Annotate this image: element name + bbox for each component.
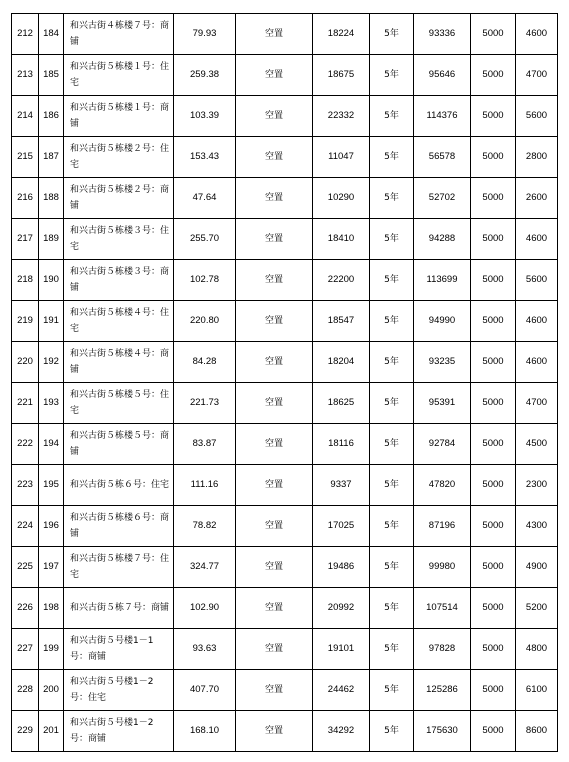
cell-seq: 214 [12, 96, 39, 137]
cell-base-price: 18224 [313, 14, 370, 55]
cell-bid-step: 5600 [516, 96, 558, 137]
cell-total: 92784 [414, 424, 471, 465]
cell-base-price: 11047 [313, 137, 370, 178]
cell-term: 5年 [370, 670, 414, 711]
cell-term: 5年 [370, 219, 414, 260]
cell-status: 空置 [236, 547, 313, 588]
cell-base-price: 22332 [313, 96, 370, 137]
cell-lot-no: 193 [39, 383, 64, 424]
cell-status: 空置 [236, 383, 313, 424]
cell-total: 56578 [414, 137, 471, 178]
cell-total: 93235 [414, 342, 471, 383]
cell-lot-no: 196 [39, 506, 64, 547]
cell-bid-step: 5200 [516, 588, 558, 629]
cell-status: 空置 [236, 465, 313, 506]
cell-total: 175630 [414, 711, 471, 752]
cell-lot-no: 198 [39, 588, 64, 629]
cell-deposit: 5000 [471, 342, 516, 383]
cell-deposit: 5000 [471, 178, 516, 219]
cell-deposit: 5000 [471, 55, 516, 96]
cell-total: 97828 [414, 629, 471, 670]
cell-lot-no: 189 [39, 219, 64, 260]
table-row [12, 260, 558, 301]
property-table [11, 13, 558, 752]
cell-deposit: 5000 [471, 424, 516, 465]
cell-status: 空置 [236, 96, 313, 137]
cell-area: 153.43 [174, 137, 236, 178]
cell-bid-step: 4600 [516, 301, 558, 342]
cell-address: 和兴古街５栋楼２号：住宅 [64, 137, 174, 178]
cell-area: 259.38 [174, 55, 236, 96]
cell-area: 47.64 [174, 178, 236, 219]
cell-base-price: 18625 [313, 383, 370, 424]
cell-base-price: 34292 [313, 711, 370, 752]
cell-seq: 223 [12, 465, 39, 506]
cell-base-price: 18547 [313, 301, 370, 342]
cell-deposit: 5000 [471, 670, 516, 711]
cell-seq: 225 [12, 547, 39, 588]
cell-bid-step: 8600 [516, 711, 558, 752]
cell-bid-step: 4300 [516, 506, 558, 547]
cell-term: 5年 [370, 424, 414, 465]
cell-total: 52702 [414, 178, 471, 219]
cell-base-price: 19486 [313, 547, 370, 588]
cell-status: 空置 [236, 55, 313, 96]
cell-bid-step: 4500 [516, 424, 558, 465]
cell-term: 5年 [370, 711, 414, 752]
cell-status: 空置 [236, 219, 313, 260]
cell-area: 102.90 [174, 588, 236, 629]
cell-address: 和兴古街５栋楼５号：住宅 [64, 383, 174, 424]
cell-term: 5年 [370, 301, 414, 342]
cell-term: 5年 [370, 629, 414, 670]
cell-base-price: 22200 [313, 260, 370, 301]
cell-status: 空置 [236, 629, 313, 670]
cell-total: 87196 [414, 506, 471, 547]
cell-lot-no: 185 [39, 55, 64, 96]
table-row [12, 219, 558, 260]
cell-area: 255.70 [174, 219, 236, 260]
table-row [12, 547, 558, 588]
cell-total: 114376 [414, 96, 471, 137]
cell-status: 空置 [236, 137, 313, 178]
cell-status: 空置 [236, 178, 313, 219]
cell-area: 78.82 [174, 506, 236, 547]
cell-lot-no: 197 [39, 547, 64, 588]
cell-base-price: 18410 [313, 219, 370, 260]
cell-area: 79.93 [174, 14, 236, 55]
cell-address: 和兴古街５栋楼６号：商铺 [64, 506, 174, 547]
cell-total: 125286 [414, 670, 471, 711]
cell-total: 94990 [414, 301, 471, 342]
cell-address: 和兴古街５号楼1－2号：商铺 [64, 711, 174, 752]
cell-total: 95646 [414, 55, 471, 96]
cell-base-price: 18204 [313, 342, 370, 383]
cell-term: 5年 [370, 260, 414, 301]
cell-base-price: 20992 [313, 588, 370, 629]
cell-seq: 216 [12, 178, 39, 219]
cell-lot-no: 194 [39, 424, 64, 465]
cell-deposit: 5000 [471, 260, 516, 301]
cell-deposit: 5000 [471, 14, 516, 55]
table-row [12, 301, 558, 342]
table-row [12, 178, 558, 219]
cell-base-price: 19101 [313, 629, 370, 670]
cell-term: 5年 [370, 342, 414, 383]
cell-deposit: 5000 [471, 219, 516, 260]
cell-address: 和兴古街５栋楼４号：商铺 [64, 342, 174, 383]
cell-total: 95391 [414, 383, 471, 424]
cell-term: 5年 [370, 55, 414, 96]
cell-lot-no: 201 [39, 711, 64, 752]
cell-bid-step: 4600 [516, 342, 558, 383]
cell-term: 5年 [370, 547, 414, 588]
cell-seq: 229 [12, 711, 39, 752]
cell-term: 5年 [370, 465, 414, 506]
cell-address: 和兴古街５栋楼３号：商铺 [64, 260, 174, 301]
cell-term: 5年 [370, 96, 414, 137]
table-row [12, 424, 558, 465]
cell-address: 和兴古街５栋６号：住宅 [64, 465, 174, 506]
cell-bid-step: 4800 [516, 629, 558, 670]
cell-total: 113699 [414, 260, 471, 301]
cell-bid-step: 4600 [516, 14, 558, 55]
cell-area: 221.73 [174, 383, 236, 424]
cell-term: 5年 [370, 588, 414, 629]
table-row [12, 670, 558, 711]
cell-bid-step: 4600 [516, 219, 558, 260]
cell-seq: 227 [12, 629, 39, 670]
cell-base-price: 24462 [313, 670, 370, 711]
cell-status: 空置 [236, 342, 313, 383]
cell-address: 和兴古街５栋楼２号：商铺 [64, 178, 174, 219]
cell-bid-step: 4700 [516, 55, 558, 96]
cell-term: 5年 [370, 14, 414, 55]
cell-total: 107514 [414, 588, 471, 629]
cell-base-price: 18116 [313, 424, 370, 465]
cell-area: 84.28 [174, 342, 236, 383]
cell-area: 220.80 [174, 301, 236, 342]
cell-address: 和兴古街５号楼1－2号：住宅 [64, 670, 174, 711]
cell-bid-step: 2600 [516, 178, 558, 219]
cell-lot-no: 188 [39, 178, 64, 219]
cell-lot-no: 192 [39, 342, 64, 383]
cell-term: 5年 [370, 506, 414, 547]
cell-seq: 221 [12, 383, 39, 424]
cell-bid-step: 2800 [516, 137, 558, 178]
cell-area: 168.10 [174, 711, 236, 752]
cell-bid-step: 4700 [516, 383, 558, 424]
cell-status: 空置 [236, 588, 313, 629]
cell-base-price: 9337 [313, 465, 370, 506]
cell-deposit: 5000 [471, 137, 516, 178]
cell-deposit: 5000 [471, 383, 516, 424]
cell-lot-no: 199 [39, 629, 64, 670]
cell-deposit: 5000 [471, 465, 516, 506]
cell-seq: 212 [12, 14, 39, 55]
cell-area: 102.78 [174, 260, 236, 301]
cell-seq: 213 [12, 55, 39, 96]
cell-address: 和兴古街５号楼1－1号：商铺 [64, 629, 174, 670]
cell-lot-no: 184 [39, 14, 64, 55]
cell-status: 空置 [236, 506, 313, 547]
cell-area: 83.87 [174, 424, 236, 465]
cell-total: 94288 [414, 219, 471, 260]
cell-address: 和兴古街５栋楼４号：住宅 [64, 301, 174, 342]
table-row [12, 383, 558, 424]
cell-term: 5年 [370, 383, 414, 424]
cell-deposit: 5000 [471, 629, 516, 670]
table-row [12, 137, 558, 178]
cell-area: 103.39 [174, 96, 236, 137]
cell-address: 和兴古街５栋楼７号：住宅 [64, 547, 174, 588]
cell-bid-step: 4900 [516, 547, 558, 588]
cell-bid-step: 6100 [516, 670, 558, 711]
cell-bid-step: 2300 [516, 465, 558, 506]
table-row [12, 588, 558, 629]
cell-seq: 218 [12, 260, 39, 301]
cell-total: 99980 [414, 547, 471, 588]
table-row [12, 506, 558, 547]
cell-address: 和兴古街５栋楼１号：住宅 [64, 55, 174, 96]
cell-area: 111.16 [174, 465, 236, 506]
cell-address: 和兴古街４栋楼７号：商铺 [64, 14, 174, 55]
cell-seq: 224 [12, 506, 39, 547]
table-row [12, 342, 558, 383]
cell-area: 324.77 [174, 547, 236, 588]
cell-lot-no: 190 [39, 260, 64, 301]
cell-lot-no: 186 [39, 96, 64, 137]
table-row [12, 14, 558, 55]
cell-seq: 222 [12, 424, 39, 465]
cell-deposit: 5000 [471, 96, 516, 137]
table-row [12, 465, 558, 506]
cell-lot-no: 191 [39, 301, 64, 342]
cell-total: 93336 [414, 14, 471, 55]
cell-deposit: 5000 [471, 506, 516, 547]
cell-lot-no: 200 [39, 670, 64, 711]
cell-status: 空置 [236, 711, 313, 752]
cell-status: 空置 [236, 301, 313, 342]
cell-bid-step: 5600 [516, 260, 558, 301]
cell-deposit: 5000 [471, 588, 516, 629]
cell-address: 和兴古街５栋楼１号：商铺 [64, 96, 174, 137]
cell-term: 5年 [370, 178, 414, 219]
cell-address: 和兴古街５栋楼５号：商铺 [64, 424, 174, 465]
cell-lot-no: 187 [39, 137, 64, 178]
cell-term: 5年 [370, 137, 414, 178]
cell-seq: 219 [12, 301, 39, 342]
table-row [12, 96, 558, 137]
table-row [12, 711, 558, 752]
cell-area: 407.70 [174, 670, 236, 711]
cell-status: 空置 [236, 670, 313, 711]
cell-total: 47820 [414, 465, 471, 506]
cell-area: 93.63 [174, 629, 236, 670]
table-row [12, 55, 558, 96]
cell-base-price: 18675 [313, 55, 370, 96]
cell-lot-no: 195 [39, 465, 64, 506]
cell-status: 空置 [236, 424, 313, 465]
cell-seq: 220 [12, 342, 39, 383]
cell-seq: 226 [12, 588, 39, 629]
cell-status: 空置 [236, 260, 313, 301]
cell-deposit: 5000 [471, 711, 516, 752]
cell-address: 和兴古街５栋楼３号：住宅 [64, 219, 174, 260]
cell-seq: 215 [12, 137, 39, 178]
cell-seq: 217 [12, 219, 39, 260]
cell-seq: 228 [12, 670, 39, 711]
cell-base-price: 17025 [313, 506, 370, 547]
cell-address: 和兴古街５栋７号：商铺 [64, 588, 174, 629]
cell-deposit: 5000 [471, 301, 516, 342]
cell-base-price: 10290 [313, 178, 370, 219]
cell-status: 空置 [236, 14, 313, 55]
table-row [12, 629, 558, 670]
cell-deposit: 5000 [471, 547, 516, 588]
